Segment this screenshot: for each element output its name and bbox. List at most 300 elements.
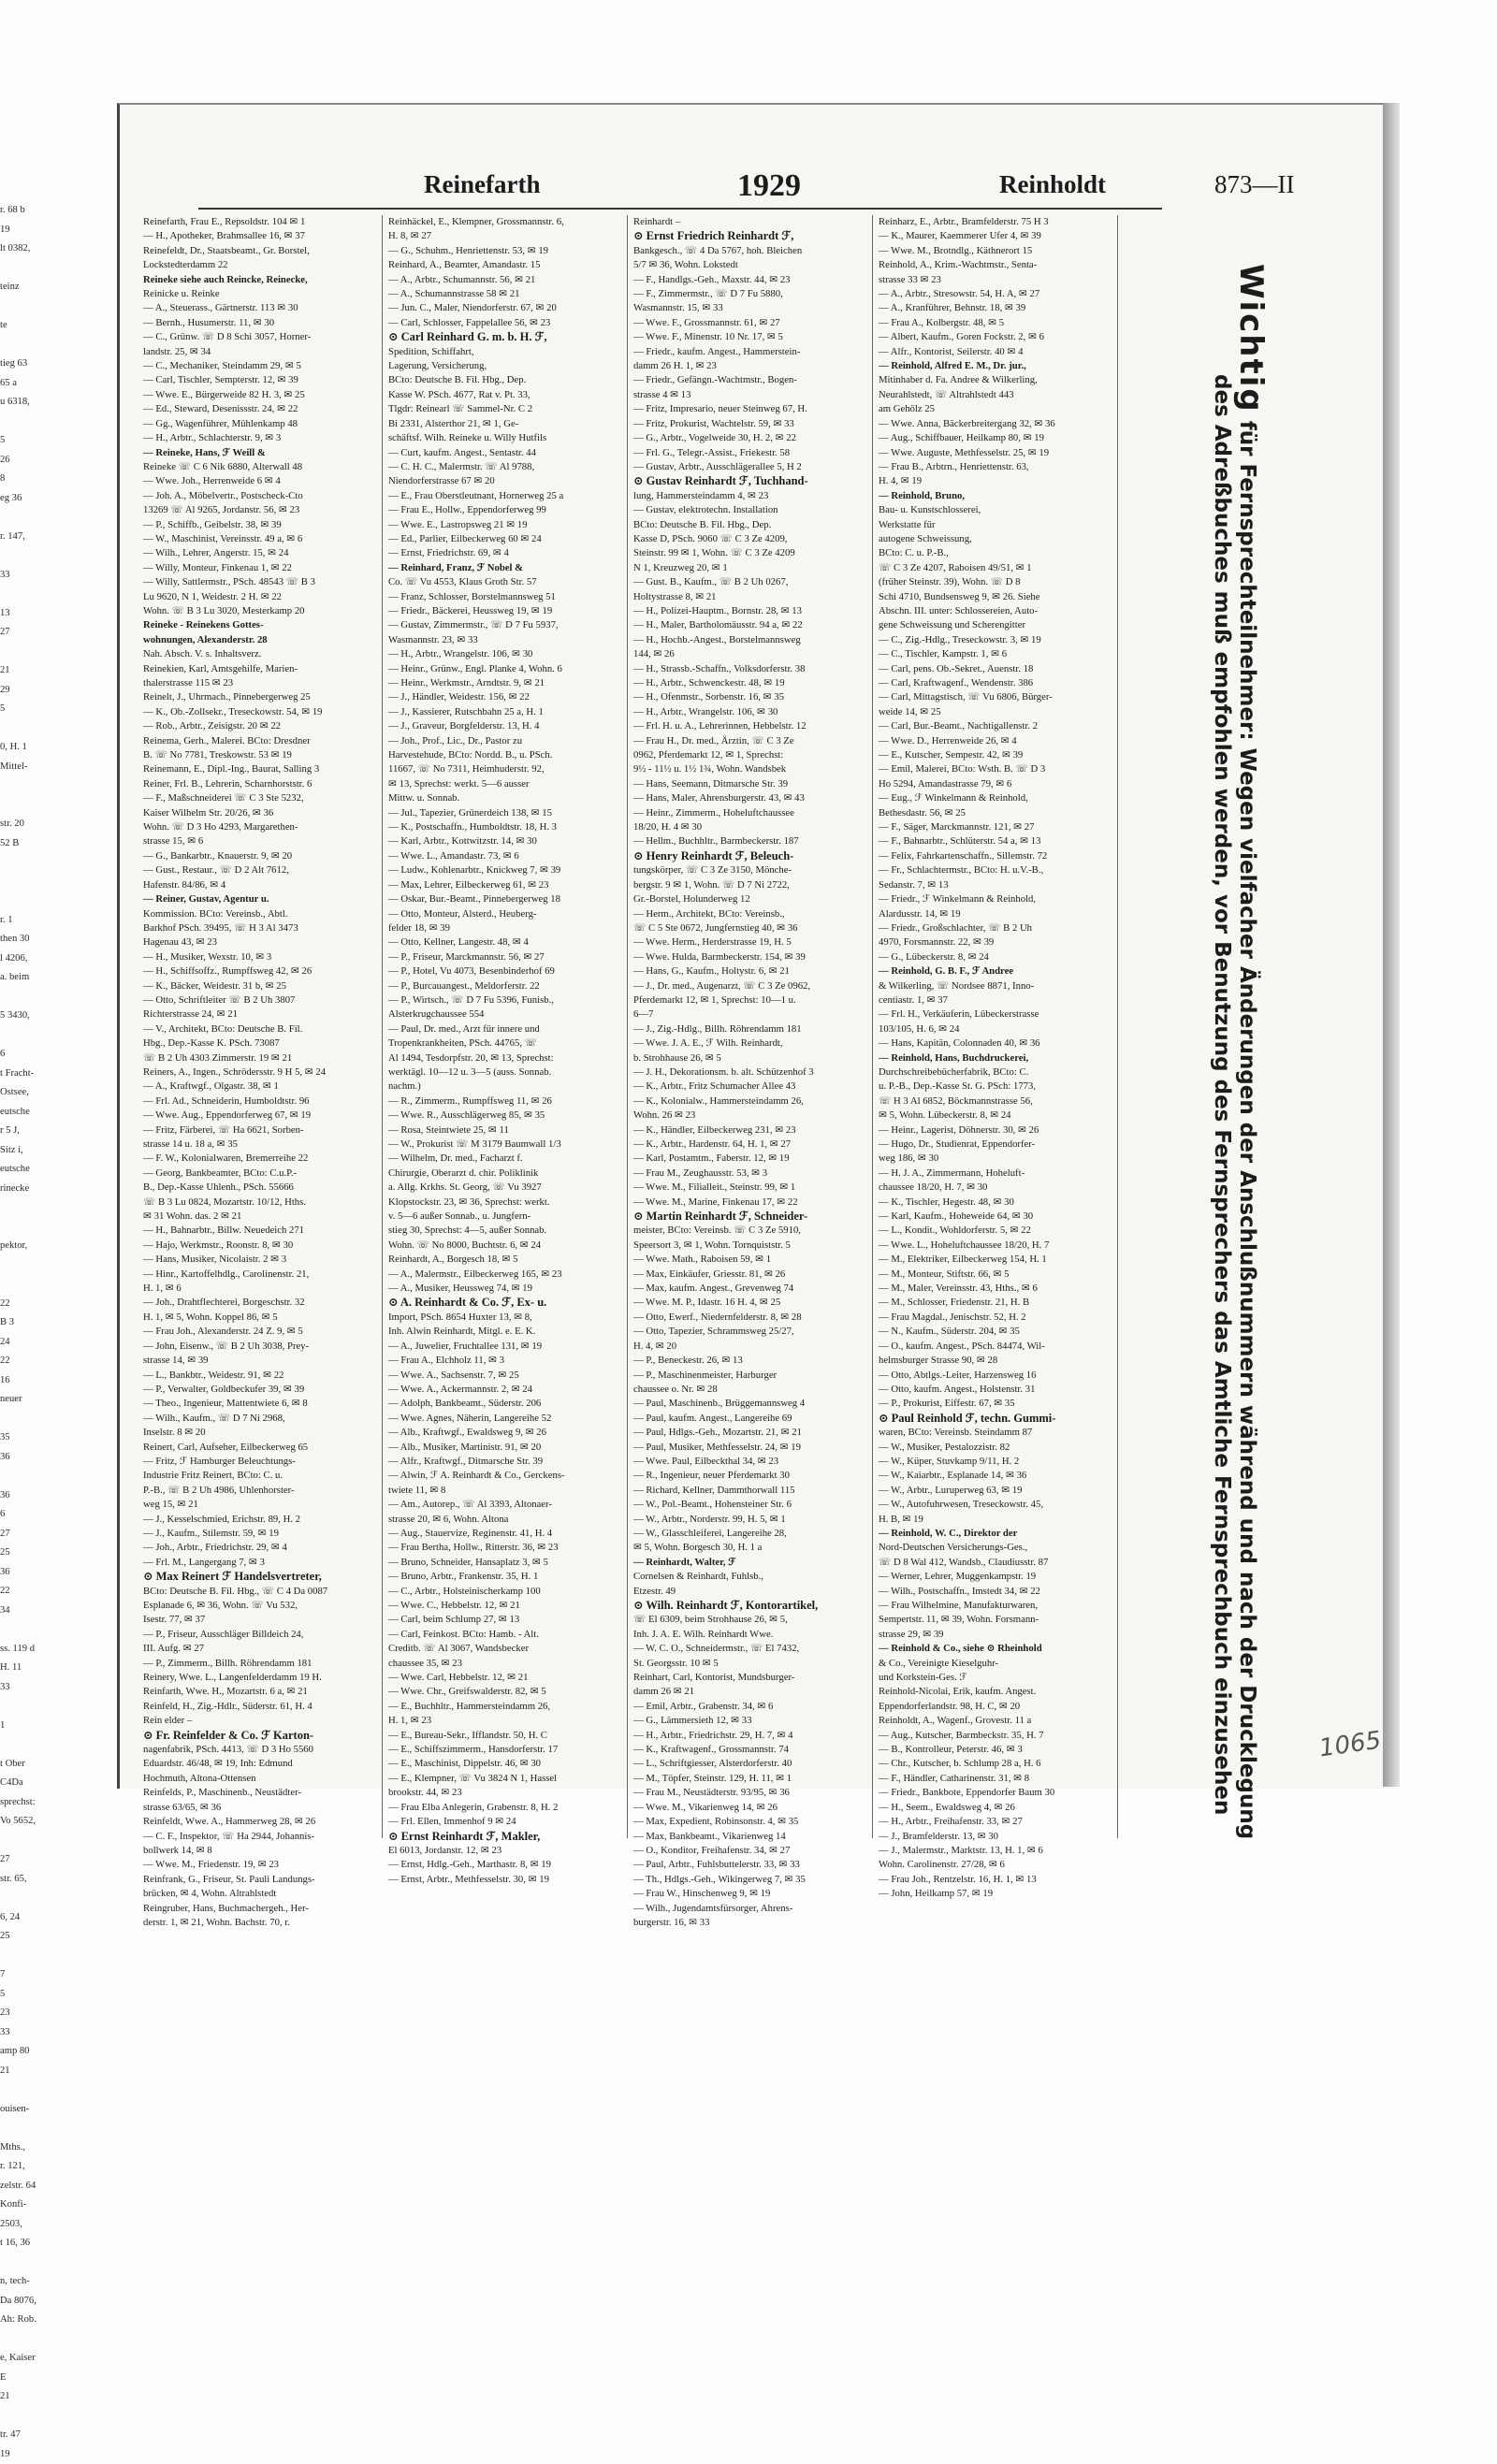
directory-entry: strasse 20, ✉ 6, Wohn. Altona [388,1513,622,1527]
side-notice-line-1: für Fernsprechteilnehmer: Wegen vielfacher Änderungen der Anschlußnummern während und nach der Drucklegung [1235,421,1259,1839]
previous-page-fragment [0,2330,51,2350]
previous-page-fragment: str. 20 [0,815,51,834]
directory-entry: — Heinr., Zimmerm., Hoheluftchaussee [633,806,867,820]
previous-page-fragment: tr. 47 [0,2426,51,2445]
directory-entry: & Co., Vereinigte Kieselguhr- [879,1657,1112,1671]
directory-entry: ☏ H 3 Al 6852, Böckmannstrasse 56, [879,1094,1112,1109]
directory-entry: 13269 ☏ Al 9265, Jordanstr. 56, ✉ 23 [143,503,377,517]
previous-page-fragment: 21 [0,2062,51,2081]
directory-entry: — Ernst, Friedrichstr. 69, ✉ 4 [388,546,622,560]
directory-entry: damm 26 H. 1, ✉ 23 [633,359,867,373]
directory-entry: — H., Arbtr., Wrangelstr. 106, ✉ 30 [388,647,622,661]
previous-page-fragment [0,1735,51,1755]
directory-entry: Reinert, Carl, Aufseher, Eilbeckerweg 65 [143,1441,377,1455]
directory-entry: thalerstrasse 115 ✉ 23 [143,676,377,690]
directory-entry: — A., Arbtr., Stresowstr. 54, H. A, ✉ 27 [879,287,1112,301]
directory-entry: — Otto, Ewerf., Niedernfelderstr. 8, ✉ 28 [633,1311,867,1325]
directory-entry: Tropenkrankheiten, PSch. 44765, ☏ [388,1036,622,1051]
previous-page-fragment [0,1697,51,1717]
column-divider [627,215,628,1838]
directory-entry: — E., Buchhltr., Hammersteindamm 26, [388,1700,622,1714]
directory-entry: — P., Zimmerm., Billh. Röhrendamm 181 [143,1657,377,1671]
directory-entry: — Otto, Abtlgs.-Leiter, Harzensweg 16 [879,1369,1112,1383]
directory-entry: — Wwe. Carl, Hebbelstr. 12, ✉ 21 [388,1671,622,1685]
previous-page-fragment [0,1256,51,1276]
directory-entry: — E., Bureau-Sekr., Ifflandstr. 50, H. C [388,1729,622,1743]
directory-entry: — Frau E., Hollw., Eppendorferweg 99 [388,503,622,517]
directory-entry: — H., Maler, Bartholomäusstr. 94 a, ✉ 22 [633,618,867,632]
page-edge [1383,103,1400,1787]
directory-entry: 18/20, H. 4 ✉ 30 [633,820,867,834]
directory-entry: strasse 14, ✉ 39 [143,1354,377,1368]
directory-entry-heading: ⊙ Paul Reinhold ℱ, techn. Gummi- [879,1412,1112,1426]
directory-entry: — Jul., Tapezier, Grünerdeich 138, ✉ 15 [388,806,622,820]
previous-page-fragment: r. 1 [0,911,51,931]
previous-page-fragment: te [0,316,51,336]
directory-entry: Co. ☏ Vu 4553, Klaus Groth Str. 57 [388,575,622,589]
directory-entry: — K., Arbtr., Fritz Schumacher Allee 43 [633,1080,867,1094]
previous-page-fragment: 27 [0,1850,51,1870]
previous-page-fragment: t Ober [0,1755,51,1775]
directory-entry: chaussee 35, ✉ 23 [388,1657,622,1671]
directory-entry: 103/105, H. 6, ✉ 24 [879,1022,1112,1036]
previous-page-fragment: eg 36 [0,489,51,509]
directory-entry: 144, ✉ 26 [633,647,867,661]
directory-entry: — Gust., Restaur., ☏ D 2 Alt 7612, [143,863,377,877]
directory-entry: — M., Elektriker, Eilbeckerweg 154, H. 1 [879,1253,1112,1267]
directory-entry: Lu 9620, N 1, Weidestr. 2 H. ✉ 22 [143,590,377,604]
previous-page-fragment: str. 65, [0,1870,51,1890]
directory-entry: Bi 2331, Alsterthor 21, ✉ 1, Ge- [388,417,622,431]
directory-entry: — B., Kontrolleur, Peterstr. 46, ✉ 3 [879,1743,1112,1757]
directory-entry: — Carl, Kraftwagenf., Wendenstr. 386 [879,676,1112,690]
directory-entry: Hbg., Dep.-Kasse K. PSch. 73087 [143,1036,377,1051]
directory-entry: Industrie Fritz Reinert, BCto: C. u. [143,1469,377,1483]
directory-entry: B., Dep.-Kasse Uhlenh., PSch. 55666 [143,1181,377,1195]
directory-entry: — Carl, Mittagstisch, ☏ Vu 6806, Bürger- [879,690,1112,704]
directory-entry: — Karl, Kaufm., Hoheweide 64, ✉ 30 [879,1210,1112,1224]
previous-page-strip [0,201,51,1726]
directory-entry: — C. H. C., Malermstr. ☏ Al 9788, [388,460,622,474]
directory-entry: — L., Schriftgiesser, Alsterdorferstr. 40 [633,1757,867,1771]
directory-entry: — J. H., Dekorationsm. b. alt. Schützenhof 3 [633,1065,867,1080]
directory-entry: — K., Postschaffn., Humboldtstr. 18, H. 3 [388,820,622,834]
directory-entry: — Wwe. F., Grossmannstr. 61, ✉ 27 [633,316,867,330]
directory-entry: — Frau M., Neustädterstr. 93/95, ✉ 36 [633,1786,867,1800]
directory-entry: — J., Bramfelderstr. 13, ✉ 30 [879,1830,1112,1844]
previous-page-fragment [0,1275,51,1295]
directory-entry: Reinfeldt, Wwe. A., Hammerweg 28, ✉ 26 [143,1815,377,1829]
directory-entry: — Gustav, Zimmermstr., ☏ D 7 Fu 5937, [388,618,622,632]
directory-entry: Reinhold-Nicolai, Erik, kaufm. Angest. [879,1685,1112,1699]
directory-entry: — L., Bankbtr., Weidestr. 91, ✉ 22 [143,1369,377,1383]
directory-entry: chaussee 18/20, H. 7, ✉ 30 [879,1181,1112,1195]
directory-entry: 11667, ☏ No 7311, Heimhuderstr. 92, [388,762,622,776]
directory-entry: — Paul, Maschinenb., Brüggemannsweg 4 [633,1397,867,1411]
directory-entry: Schi 4710, Bundsensweg 9, ✉ 26. Siehe [879,590,1112,604]
directory-entry: Etzestr. 49 [633,1585,867,1599]
directory-entry: — Fritz, Prokurist, Wachtelstr. 59, ✉ 33 [633,417,867,431]
directory-entry: — Carl, Bur.-Beamt., Nachtigallenstr. 2 [879,719,1112,733]
previous-page-fragment [0,508,51,528]
directory-entry: Reinicke u. Reinke [143,287,377,301]
directory-entry: — A., Arbtr., Schumannstr. 56, ✉ 21 [388,273,622,287]
directory-entry: — E., Maschinist, Dippelstr. 46, ✉ 30 [388,1757,622,1771]
directory-entry: — C., Grünw. ☏ D 8 Schi 3057, Horner- [143,330,377,344]
directory-entry: — Otto, Tapezier, Schrammsweg 25/27, [633,1325,867,1339]
directory-entry: Reinemann, E., Dipl.-Ing., Baurat, Salling 3 [143,762,377,776]
directory-entry: BCto: Deutsche B. Fil. Hbg., Dep. [388,373,622,387]
directory-entry: Reinhardt, A., Borgesch 18, ✉ 5 [388,1253,622,1267]
previous-page-fragment [0,2119,51,2138]
directory-entry: — Frau Bertha, Hollw., Ritterstr. 36, ✉ 23 [388,1541,622,1555]
column-divider [1117,215,1118,1838]
previous-page-fragment: 22 [0,1295,51,1314]
directory-entry: — F., Händler, Catharinenstr. 31, ✉ 8 [879,1772,1112,1786]
directory-entry: P.-B., ☏ B 2 Uh 4986, Uhlenhorster- [143,1484,377,1498]
directory-entry-heading: ⊙ Martin Reinhardt ℱ, Schneider- [633,1210,867,1224]
directory-entry: — H., Arbtr., Schlachterstr. 9, ✉ 3 [143,431,377,445]
directory-entry: — J., Graveur, Borgfelderstr. 13, H. 4 [388,719,622,733]
directory-entry: — Wwe. Agnes, Näherin, Langereihe 52 [388,1412,622,1426]
directory-entry: Reinema, Gerh., Malerei. BCto: Dresdner [143,734,377,748]
directory-entry: gene Schweissung und Scherengitter [879,618,1112,632]
directory-entry: — M., Schlosser, Friedenstr. 21, H. B [879,1296,1112,1310]
previous-page-fragment: 7 [0,1965,51,1985]
directory-entry: — Friedr., Bäckerei, Heussweg 19, ✉ 19 [388,604,622,618]
directory-entry: Wasmannstr. 23, ✉ 33 [388,633,622,647]
directory-entry-heading: — Reinhold, G. B. F., ℱ Andree [879,964,1112,978]
directory-entry: — Am., Autorep., ☏ Al 3393, Altonaer- [388,1498,622,1512]
directory-entry: — Chr., Kutscher, b. Schlump 28 a, H. 6 [879,1757,1112,1771]
directory-entry: — Fr., Schlachtermstr., BCto: H. u.V.-B., [879,863,1112,877]
directory-entry: — Theo., Ingenieur, Mattentwiete 6, ✉ 8 [143,1397,377,1411]
directory-entry: — A., Steuerass., Gärtnerstr. 113 ✉ 30 [143,301,377,315]
previous-page-fragment: a. beim [0,968,51,988]
previous-page-fragment: lt 0382, [0,239,51,259]
previous-page-fragment: ouisen- [0,2100,51,2120]
directory-entry: Rein elder – [143,1714,377,1728]
directory-entry: — Frl. G., Telegr.-Assist., Friekestr. 58 [633,446,867,460]
directory-entry: — Frau H., Dr. med., Ärztin, ☏ C 3 Ze [633,734,867,748]
directory-entry: — P., Friseur, Marckmannstr. 56, ✉ 27 [388,950,622,964]
directory-entry: Sedanstr. 7, ✉ 13 [879,878,1112,892]
previous-page-fragment: 19 [0,221,51,240]
directory-entry: felder 18, ✉ 39 [388,921,622,935]
directory-entry: — C. F., Inspektor, ☏ Ha 2944, Johannis- [143,1830,377,1844]
directory-entry: Speersort 3, ✉ 1, Wohn. Tornquiststr. 5 [633,1239,867,1253]
directory-entry: — Carl, Tischler, Sempterstr. 12, ✉ 39 [143,373,377,387]
previous-page-fragment: 24 [0,1333,51,1353]
directory-entry: — Frau Joh., Rentzelstr. 16, H. 1, ✉ 13 [879,1873,1112,1887]
directory-entry: Durchschreibebücherfabrik, BCto: C. [879,1065,1112,1080]
directory-entry: — Bruno, Arbtr., Frankenstr. 35, H. 1 [388,1570,622,1584]
directory-entry-heading: ⊙ Gustav Reinhardt ℱ, Tuchhand- [633,474,867,488]
directory-entry: — Wwe. Auguste, Methfesselstr. 25, ✉ 19 [879,446,1112,460]
directory-entry-heading: — Reineke, Hans, ℱ Weill & [143,446,377,460]
directory-entry: — Wwe. Aug., Eppendorferweg 67, ✉ 19 [143,1109,377,1123]
directory-entry: — H., Arbtr., Freihafenstr. 33, ✉ 27 [879,1815,1112,1829]
directory-entry: Reinfrank, G., Friseur, St. Pauli Landungs- [143,1873,377,1887]
previous-page-fragment: 35 [0,1428,51,1448]
directory-entry: Reinhold, A., Krim.-Wachtmstr., Senta- [879,258,1112,272]
directory-entry: — W., Glasschleiferei, Langereihe 28, [633,1527,867,1541]
directory-entry: — Otto, Schriftleiter ☏ B 2 Uh 3807 [143,993,377,1007]
previous-page-fragment: 6 [0,1505,51,1525]
directory-entry-heading: — Reiner, Gustav, Agentur u. [143,892,377,906]
directory-entry: nachm.) [388,1080,622,1094]
directory-entry-heading: ⊙ Ernst Friedrich Reinhardt ℱ, [633,229,867,243]
directory-entry: chaussee o. Nr. ✉ 28 [633,1383,867,1397]
directory-entry: Bau- u. Kunstschlosserei, [879,503,1112,517]
directory-entry: ✉ 13, Sprechst: werkt. 5—6 ausser [388,777,622,791]
directory-entry: — F., Handlgs.-Geh., Maxstr. 44, ✉ 23 [633,273,867,287]
directory-entry: — Wwe. C., Hebbelstr. 12, ✉ 21 [388,1599,622,1613]
directory-entry: — Wilh., Kaufm., ☏ D 7 Ni 2968, [143,1412,377,1426]
directory-entry: stieg 30, Sprechst: 4—5, außer Sonnab. [388,1224,622,1238]
directory-entry: — J., Kassierer, Rutschbahn 25 a, H. 1 [388,705,622,719]
column-1 [143,215,377,1930]
directory-entry-heading: Reineke siehe auch Reincke, Reinecke, [143,273,377,287]
previous-page-fragment [0,1026,51,1046]
directory-entry: Pferdemarkt 12, ✉ 1, Sprechst: 10—1 u. [633,993,867,1007]
directory-entry: — M., Töpfer, Steinstr. 129, H. 11, ✉ 1 [633,1772,867,1786]
header-left: Reinefarth [424,170,540,199]
directory-entry: Reinfelds, P., Maschinenb., Neustädter- [143,1786,377,1800]
directory-entry: Reinekien, Karl, Amtsgehilfe, Marien- [143,662,377,676]
directory-entry: Inselstr. 8 ✉ 20 [143,1426,377,1440]
directory-entry: am Gehölz 25 [879,402,1112,416]
directory-entry: N 1, Kreuzweg 20, ✉ 1 [633,561,867,575]
previous-page-fragment: 36 [0,1448,51,1468]
directory-entry: Reineke ☏ C 6 Nik 6880, Alterwall 48 [143,460,377,474]
previous-page-fragment: 19 [0,2445,51,2464]
directory-entry-heading: — Reinhard, Franz, ℱ Nobel & [388,561,622,575]
directory-page [117,103,1397,1789]
directory-entry: autogene Schweissung, [879,532,1112,546]
directory-entry: Reinfarth, Wwe. H., Mozartstr. 6 a, ✉ 21 [143,1685,377,1699]
directory-entry: Bankgesch., ☏ 4 Da 5767, hoh. Bleichen [633,244,867,258]
directory-entry: u. P.-B., Dep.-Kasse St. G. PSch: 1773, [879,1080,1112,1094]
header-year: 1929 [737,168,801,204]
directory-entry: BCto: C. u. P.-B., [879,546,1112,560]
directory-entry: Reinhart, Carl, Kontorist, Mundsburger- [633,1671,867,1685]
directory-entry: — Hans, Seemann, Ditmarsche Str. 39 [633,777,867,791]
previous-page-fragment: Konfi- [0,2196,51,2215]
directory-entry: Isestr. 77, ✉ 37 [143,1613,377,1627]
directory-entry: — Wwe. L., Hoheluftchaussee 18/20, H. 7 [879,1239,1112,1253]
directory-entry: — A., Malermstr., Eilbeckerweg 165, ✉ 23 [388,1268,622,1282]
directory-entry: — Wwe. M. P., Idastr. 16 H. 4, ✉ 25 [633,1296,867,1310]
previous-page-fragment: l 4206, [0,949,51,969]
directory-entry: Eduardstr. 46/48, ✉ 19, Inh: Edmund [143,1757,377,1771]
directory-entry: ✉ 5, Wohn. Lübeckerstr. 8, ✉ 24 [879,1109,1112,1123]
directory-entry: Reinelt, J., Uhrmach., Pinnebergerweg 25 [143,690,377,704]
directory-entry: ☏ C 5 Ste 0672, Jungfernstieg 40, ✉ 36 [633,921,867,935]
column-2 [388,215,622,1887]
previous-page-fragment: 21 [0,661,51,681]
previous-page-fragment: 5 [0,700,51,719]
directory-entry: schäftsf. Wilh. Reineke u. Willy Hutfils [388,431,622,445]
directory-entry: — E., Kutscher, Sempestr. 42, ✉ 39 [879,748,1112,762]
directory-entry: a. Allg. Krkhs. St. Georg, ☏ Vu 3927 [388,1181,622,1195]
directory-entry: — K., Tischler, Hegestr. 48, ✉ 30 [879,1196,1112,1210]
directory-entry: — Max, kaufm. Angest., Grevenweg 74 [633,1282,867,1296]
directory-entry: — G., Arbtr., Vogelweide 30, H. 2, ✉ 22 [633,431,867,445]
directory-entry-heading: ⊙ Ernst Reinhardt ℱ, Makler, [388,1830,622,1844]
directory-entry: ☏ C 3 Ze 4207, Raboisen 49/51, ✉ 1 [879,561,1112,575]
directory-entry: 0962, Pferdemarkt 12, ✉ 1, Sprechst: [633,748,867,762]
directory-entry: — Heinr., Grünw., Engl. Planke 4, Wohn. 6 [388,662,622,676]
previous-page-fragment [0,1218,51,1238]
directory-entry: — J., Malermstr., Marktstr. 13, H. 1, ✉ 6 [879,1844,1112,1858]
directory-entry: Reiner, Frl. B., Lehrerin, Scharnhorststr. 6 [143,777,377,791]
directory-entry: — Herm., Architekt, BCto: Vereinsb., [633,907,867,921]
directory-entry: — W., Prokurist ☏ M 3179 Baumwall 1/3 [388,1138,622,1152]
directory-entry: strasse 33 ✉ 23 [879,273,1112,287]
directory-entry: — Otto, kaufm. Angest., Holstenstr. 31 [879,1383,1112,1397]
directory-entry-heading: ⊙ Fr. Reinfelder & Co. ℱ Karton- [143,1729,377,1743]
directory-entry: Esplanade 6, ✉ 36, Wohn. ☏ Vu 532, [143,1599,377,1613]
directory-entry: — Wwe. D., Herrenweide 26, ✉ 4 [879,734,1112,748]
directory-entry: — Wwe. J. A. E., ℱ Wilh. Reinhardt, [633,1036,867,1051]
directory-entry: III. Aufg. ✉ 27 [143,1642,377,1656]
previous-page-fragment [0,1832,51,1851]
directory-entry: Kommission. BCto: Vereinsb., Abtl. [143,907,377,921]
directory-entry: — W., Maschinist, Vereinsstr. 49 a, ✉ 6 [143,532,377,546]
directory-entry: Spedition, Schiffahrt, [388,345,622,359]
directory-entry: BCto: Deutsche B. Fil. Hbg., ☏ C 4 Da 0087 [143,1585,377,1599]
directory-entry: — Joh., Prof., Lic., Dr., Pastor zu [388,734,622,748]
previous-page-fragment: 26 [0,451,51,471]
directory-entry: ✉ 5, Wohn. Borgesch 30, H. 1 a [633,1541,867,1555]
previous-page-fragment: 13 [0,604,51,624]
directory-entry: — John, Heilkamp 57, ✉ 19 [879,1887,1112,1901]
previous-page-fragment: 5 [0,1985,51,2005]
directory-entry: — Wwe. M., Vikarienweg 14, ✉ 26 [633,1801,867,1815]
previous-page-fragment: 25 [0,1544,51,1563]
header-page-number: 873—II [1214,170,1294,199]
previous-page-fragment: 2503, [0,2215,51,2235]
directory-entry-heading: ⊙ A. Reinhardt & Co. ℱ, Ex- u. [388,1296,622,1310]
directory-entry: Alsterkrugchaussee 554 [388,1007,622,1022]
previous-page-fragment [0,643,51,662]
previous-page-fragment [0,1620,51,1640]
directory-entry: — Frau Joh., Alexanderstr. 24 Z. 9, ✉ 5 [143,1325,377,1339]
directory-entry: Neurahlstedt, ☏ Altrahlstedt 443 [879,388,1112,402]
directory-entry: Hagenau 43, ✉ 23 [143,935,377,949]
directory-entry: — Wwe. F., Minenstr. 10 Nr. 17, ✉ 5 [633,330,867,344]
directory-entry: — A., Juwelier, Fruchtallee 131, ✉ 19 [388,1340,622,1354]
previous-page-fragment: rinecke [0,1180,51,1199]
directory-entry: — Georg, Bankbeamter, BCto: C.u.P.- [143,1167,377,1181]
directory-entry: 4970, Forsmannstr. 22, ✉ 39 [879,935,1112,949]
directory-entry: 5/7 ✉ 36, Wohn. Lokstedt [633,258,867,272]
directory-entry: — Friedr., kaufm. Angest., Hammerstein- [633,345,867,359]
directory-entry: — Max, Einkäufer, Griesstr. 81, ✉ 26 [633,1268,867,1282]
previous-page-fragment: 36 [0,1486,51,1506]
directory-entry: Sempertstr. 11, ✉ 39, Wohn. Forsmann- [879,1613,1112,1627]
directory-entry: — Frau B., Arbtrn., Henriettenstr. 63, [879,460,1112,474]
directory-entry: v. 5—6 außer Sonnab., u. Jungfern- [388,1210,622,1224]
directory-entry: Wohn. 26 ✉ 23 [633,1109,867,1123]
directory-entry: — Wwe. Joh., Herrenweide 6 ✉ 4 [143,474,377,488]
directory-entry: — P., Schiffb., Geibelstr. 38, ✉ 39 [143,518,377,532]
previous-page-fragment [0,336,51,355]
directory-entry: — Gustav, elektrotechn. Installation [633,503,867,517]
directory-entry: — F. W., Kolonialwaren, Bremerreihe 22 [143,1152,377,1166]
previous-page-fragment [0,297,51,317]
directory-entry: — H., Apotheker, Brahmsallee 16, ✉ 37 [143,229,377,243]
directory-entry: — Fritz, Impresario, neuer Steinweg 67, H. [633,402,867,416]
directory-entry: — Frl. M., Langergang 7, ✉ 3 [143,1556,377,1570]
directory-entry: — Max, Expedient, Robinsonstr. 4, ✉ 35 [633,1815,867,1829]
directory-entry: — Adolph, Bankbeamt., Süderstr. 206 [388,1397,622,1411]
directory-entry: Ho 5294, Amandastrasse 79, ✉ 6 [879,777,1112,791]
directory-entry: Reinholdt, A., Wagenf., Grovestr. 11 a [879,1714,1112,1728]
header-right-name: Reinholdt [999,170,1106,199]
directory-entry: strasse 14 u. 18 a, ✉ 35 [143,1138,377,1152]
directory-entry: H. B, ✉ 19 [879,1513,1112,1527]
directory-entry: — Wilh., Jugendamtsfürsorger, Ahrens- [633,1902,867,1916]
directory-entry: Mitinhaber d. Fa. Andree & Wilkerling, [879,373,1112,387]
directory-entry: — Heinr., Werkmstr., Arndtstr. 9, ✉ 21 [388,676,622,690]
directory-entry: meister, BCto: Vereinsb. ☏ C 3 Ze 5910, [633,1224,867,1238]
previous-page-fragment: 36 [0,1563,51,1583]
previous-page-fragment: amp 80 [0,2042,51,2062]
directory-entry-heading: — Reinhold & Co., siehe ⊙ Rheinhold [879,1642,1112,1656]
directory-entry: — Heinr., Lagerist, Döhnerstr. 30, ✉ 26 [879,1123,1112,1138]
directory-entry: — Paul, Dr. med., Arzt für innere und [388,1022,622,1036]
directory-entry: b. Strohhause 26, ✉ 5 [633,1051,867,1065]
directory-entry: — Hajo, Werkmstr., Roonstr. 8, ✉ 30 [143,1239,377,1253]
directory-entry: weg 186, ✉ 30 [879,1152,1112,1166]
directory-entry: — Alb., Kraftwgf., Ewaldsweg 9, ✉ 26 [388,1426,622,1440]
directory-entry: — Otto, Kellner, Langestr. 48, ✉ 4 [388,935,622,949]
directory-entry: — John, Eisenw., ☏ B 2 Uh 3038, Prey- [143,1340,377,1354]
directory-entry: — Paul, Hdlgs.-Geh., Mozartstr. 21, ✉ 21 [633,1426,867,1440]
previous-page-fragment: 22 [0,1352,51,1371]
previous-page-fragment: Ostsee, [0,1083,51,1103]
previous-page-fragment: 65 a [0,374,51,394]
directory-entry: — Karl, Arbtr., Kottwitzstr. 14, ✉ 30 [388,834,622,848]
directory-entry: — K., Händler, Eilbeckerweg 231, ✉ 23 [633,1123,867,1138]
directory-entry: Lockstedterdamm 22 [143,258,377,272]
directory-entry: — Aug., Schiffbauer, Heilkamp 80, ✉ 19 [879,431,1112,445]
directory-entry: — Emil, Malerei, BCto: Wsth. B. ☏ D 3 [879,762,1112,776]
directory-entry: Wohn. ☏ No 8000, Buchtstr. 6, ✉ 24 [388,1239,622,1253]
directory-entry: — G., Lübeckerstr. 8, ✉ 24 [879,950,1112,964]
directory-entry: — W., Küper, Stuvkamp 9/11, H. 2 [879,1455,1112,1469]
directory-entry: — H., Seem., Ewaldsweg 4, ✉ 26 [879,1801,1112,1815]
directory-entry: — P., Hotel, Vu 4073, Besenbinderhof 69 [388,964,622,978]
directory-entry: — H., Arbtr., Wrangelstr. 106, ✉ 30 [633,705,867,719]
directory-entry: Abschn. III. unter: Schlossereien, Auto- [879,604,1112,618]
directory-entry: — Aug., Kutscher, Barmbeckstr. 35, H. 7 [879,1729,1112,1743]
previous-page-fragment: r. 121, [0,2157,51,2177]
directory-entry: — Ernst, Arbtr., Methfesselstr. 30, ✉ 19 [388,1873,622,1887]
directory-entry: — Wwe. Hulda, Barmbeckerstr. 154, ✉ 39 [633,950,867,964]
previous-page-fragment [0,413,51,432]
directory-entry: — Fritz, Färberei, ☏ Ha 6621, Sorben- [143,1123,377,1138]
directory-entry: & Wilkerling, ☏ Nordsee 8871, Inno- [879,979,1112,993]
directory-entry: — W., Musiker, Pestalozzistr. 82 [879,1441,1112,1455]
directory-entry: — Alfr., Kraftwgf., Ditmarsche Str. 39 [388,1455,622,1469]
directory-entry: — J., Kesselschmied, Erichstr. 89, H. 2 [143,1513,377,1527]
directory-entry: — F., Zimmermstr., ☏ D 7 Fu 5880, [633,287,867,301]
previous-page-fragment [0,1467,51,1486]
column-3 [633,215,867,1930]
